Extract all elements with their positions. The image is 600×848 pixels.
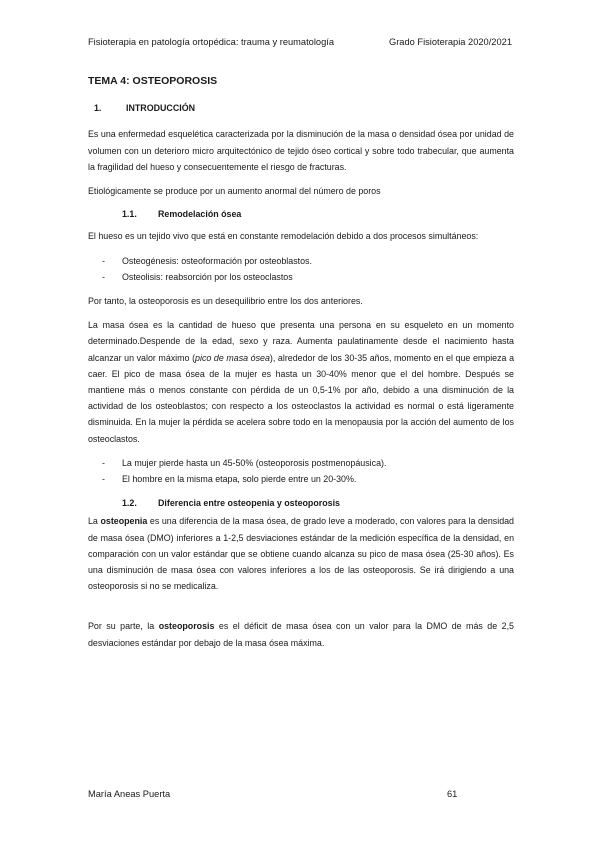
paragraph-imbalance: Por tanto, la osteoporosis es un desequilibrio entre los dos anteriores. <box>88 296 363 307</box>
paragraph-osteoporosis: Por su parte, la osteoporosis es el déficit de masa ósea con un valor para la DMO de más de 2,5 desviaciones estándar por debajo de la masa ósea máxima. <box>88 621 514 648</box>
section-number: 1. <box>94 103 102 114</box>
footer-author: María Aneas Puerta <box>88 789 171 799</box>
term-osteopenia: osteopenia <box>100 516 148 527</box>
subsection-heading-diferencia <box>88 495 514 511</box>
paragraph-etiology: Etiológicamente se produce por un aumento anormal del número de poros <box>88 186 381 197</box>
subsection-number: 1.1. <box>122 209 137 220</box>
chapter-title: TEMA 4: OSTEOPOROSIS <box>88 75 218 87</box>
page-header <box>88 37 512 47</box>
process-list <box>88 253 514 285</box>
section-title: INTRODUCCIÓN <box>126 103 196 114</box>
header-course: Fisioterapia en patología ortopédica: trauma y reumatología <box>88 37 334 47</box>
term-osteoporosis: osteoporosis <box>158 621 215 632</box>
paragraph-remodeling: El hueso es un tejido vivo que está en constante remodelación debido a dos procesos simultáneos: <box>88 231 479 242</box>
paragraph-osteopenia: La osteopenia es una diferencia de la masa ósea, de grado leve a moderado, con valores para la densidad de masa ósea (DMO) inferiores a 1-2,5 desviaciones estándar de la medición específica de la densidad, en comparación con un valor estándar que se obtiene cuando alcanza su pico de masa ósea (25-30 años). Es una disminución de masa ósea con valores inferiores a los de las osteoporosis. Se irá dirigiendo a una osteoporosis si no se medicaliza. <box>88 516 514 592</box>
list-item: - La mujer pierde hasta un 45-50% (osteoporosis postmenopáusica). <box>102 457 387 468</box>
list-item: - El hombre en la misma etapa, solo pierde entre un 20-30%. <box>102 474 357 485</box>
header-degree: Grado Fisioterapia 2020/2021 <box>388 37 512 47</box>
paragraph-bone-mass: La masa ósea es la cantidad de hueso que presenta una persona en su esqueleto en un momento determinado.Despende de la edad, sexo y raza. Aumenta paulatinamente desde el nacimiento hasta alcanzar un valor máximo (pico de masa ósea), alrededor de los 30-35 años, momento en el que empieza a caer. El pico de masa ósea de la mujer es hasta un 30-40% menor que el del hombre. Después se mantiene más o menos constante con pérdida de un 0,5-1% por año, debido a una disminución de la actividad de los osteoblastos; con respecto a los osteoclastos la actividad es normal o está ligeramente disminuida. En la mujer la pérdida se acelera sobre todo en la menopausia por la acción del aumento de los osteoclastos. <box>88 320 515 444</box>
subsection-title: Remodelación ósea <box>158 209 242 220</box>
paragraph-definition: Es una enfermedad esquelética caracterizada por la disminución de la masa o densidad ósea por unidad de volumen con un deterioro micro arquitectónico de tejido óseo cortical y sobre todo trabecular, que aumenta la fragilidad del hueso y consecuentemente el riesgo de fracturas. <box>88 129 514 172</box>
page-footer <box>88 789 512 799</box>
subsection-title: Diferencia entre osteopenia y osteoporosis <box>158 498 340 509</box>
page-body <box>88 73 514 659</box>
subsection-heading-remodelacion <box>88 206 514 222</box>
list-item: - Osteogénesis: osteoformación por osteoblastos. <box>102 255 312 266</box>
loss-list <box>88 455 514 487</box>
section-heading-introduccion <box>88 100 514 116</box>
subsection-number: 1.2. <box>122 498 137 509</box>
page-number: 61 <box>447 789 458 799</box>
term-peak-bone-mass: pico de masa ósea <box>195 352 270 363</box>
list-item: - Osteolisis: reabsorción por los osteoclastos <box>102 271 293 282</box>
